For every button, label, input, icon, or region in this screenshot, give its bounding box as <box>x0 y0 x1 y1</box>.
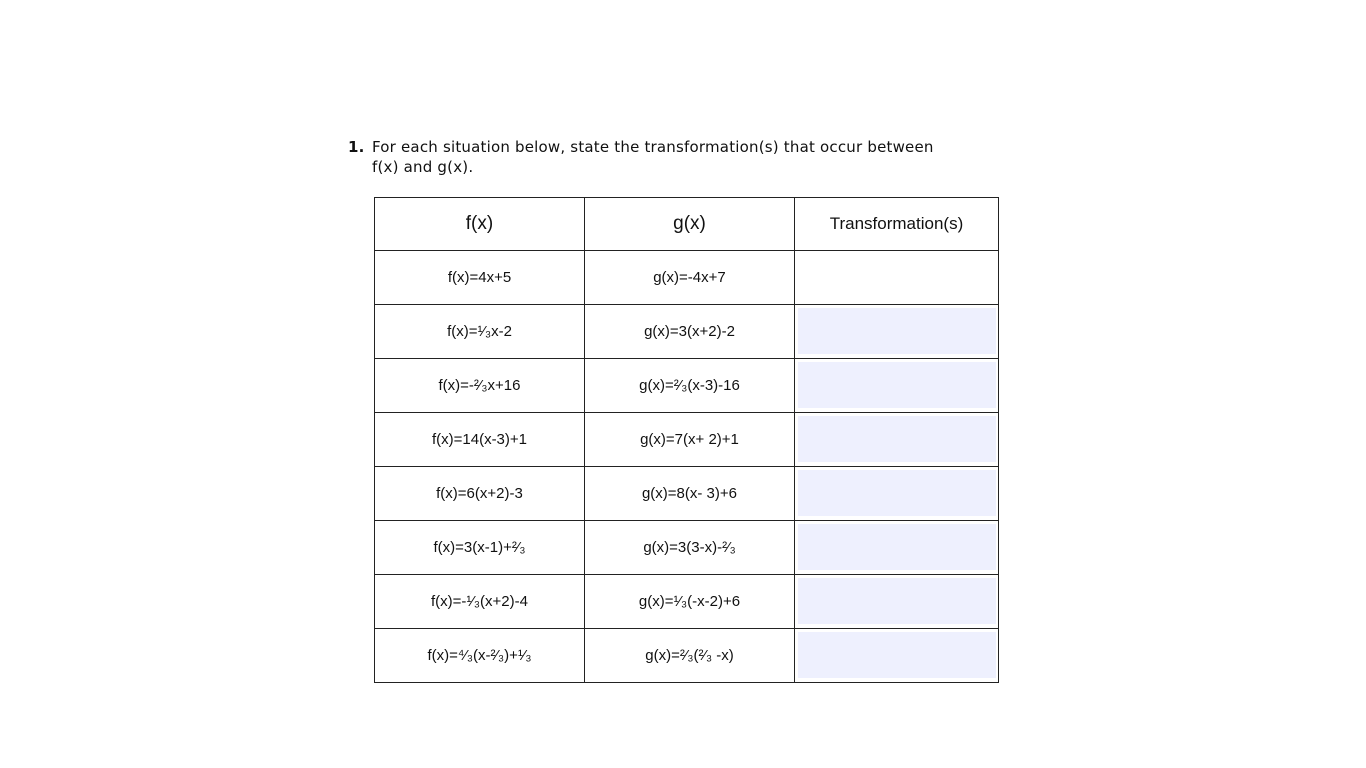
question-number: 1. <box>348 138 365 156</box>
answer-cell <box>795 359 999 413</box>
table-row <box>375 467 999 521</box>
answer-cell <box>795 629 999 683</box>
fx-cell: f(x)=6(x+2)-3 <box>375 467 585 521</box>
gx-cell: g(x)=¹⁄₃(-x-2)+6 <box>585 575 795 629</box>
question-text-line1: For each situation below, state the transformation(s) that occur between <box>372 138 934 156</box>
question-text-line2: f(x) and g(x). <box>372 158 474 176</box>
answer-cell <box>795 575 999 629</box>
answer-field[interactable] <box>798 362 996 408</box>
answer-field[interactable] <box>798 632 996 678</box>
answer-field[interactable] <box>798 254 996 300</box>
table-row <box>375 251 999 305</box>
fx-cell: f(x)=-²⁄₃x+16 <box>375 359 585 413</box>
answer-cell <box>795 521 999 575</box>
gx-cell: g(x)=²⁄₃(x-3)-16 <box>585 359 795 413</box>
answer-cell <box>795 251 999 305</box>
gx-cell: g(x)=3(3-x)-²⁄₃ <box>585 521 795 575</box>
gx-cell: g(x)=²⁄₃(²⁄₃ -x) <box>585 629 795 683</box>
gx-cell: g(x)=-4x+7 <box>585 251 795 305</box>
table-row <box>375 629 999 683</box>
gx-cell: g(x)=8(x- 3)+6 <box>585 467 795 521</box>
answer-field[interactable] <box>798 470 996 516</box>
fx-cell: f(x)=-¹⁄₃(x+2)-4 <box>375 575 585 629</box>
table-row <box>375 305 999 359</box>
gx-cell: g(x)=7(x+ 2)+1 <box>585 413 795 467</box>
gx-cell: g(x)=3(x+2)-2 <box>585 305 795 359</box>
fx-cell: f(x)=⁴⁄₃(x-²⁄₃)+¹⁄₃ <box>375 629 585 683</box>
header-gx: g(x) <box>585 198 795 251</box>
header-row <box>375 198 999 251</box>
answer-field[interactable] <box>798 308 996 354</box>
fx-cell: f(x)=14(x-3)+1 <box>375 413 585 467</box>
answer-field[interactable] <box>798 416 996 462</box>
transformations-table <box>374 197 999 683</box>
table-row <box>375 575 999 629</box>
answer-field[interactable] <box>798 524 996 570</box>
answer-field[interactable] <box>798 578 996 624</box>
header-transformations: Transformation(s) <box>795 198 999 251</box>
answer-cell <box>795 467 999 521</box>
fx-cell: f(x)=3(x-1)+²⁄₃ <box>375 521 585 575</box>
fx-cell: f(x)=4x+5 <box>375 251 585 305</box>
question-line-1 <box>348 137 1008 157</box>
answer-cell <box>795 305 999 359</box>
table-row <box>375 521 999 575</box>
table-row <box>375 359 999 413</box>
fx-cell: f(x)=¹⁄₃x-2 <box>375 305 585 359</box>
header-fx: f(x) <box>375 198 585 251</box>
question-prompt <box>348 137 1008 177</box>
table-row <box>375 413 999 467</box>
answer-cell <box>795 413 999 467</box>
